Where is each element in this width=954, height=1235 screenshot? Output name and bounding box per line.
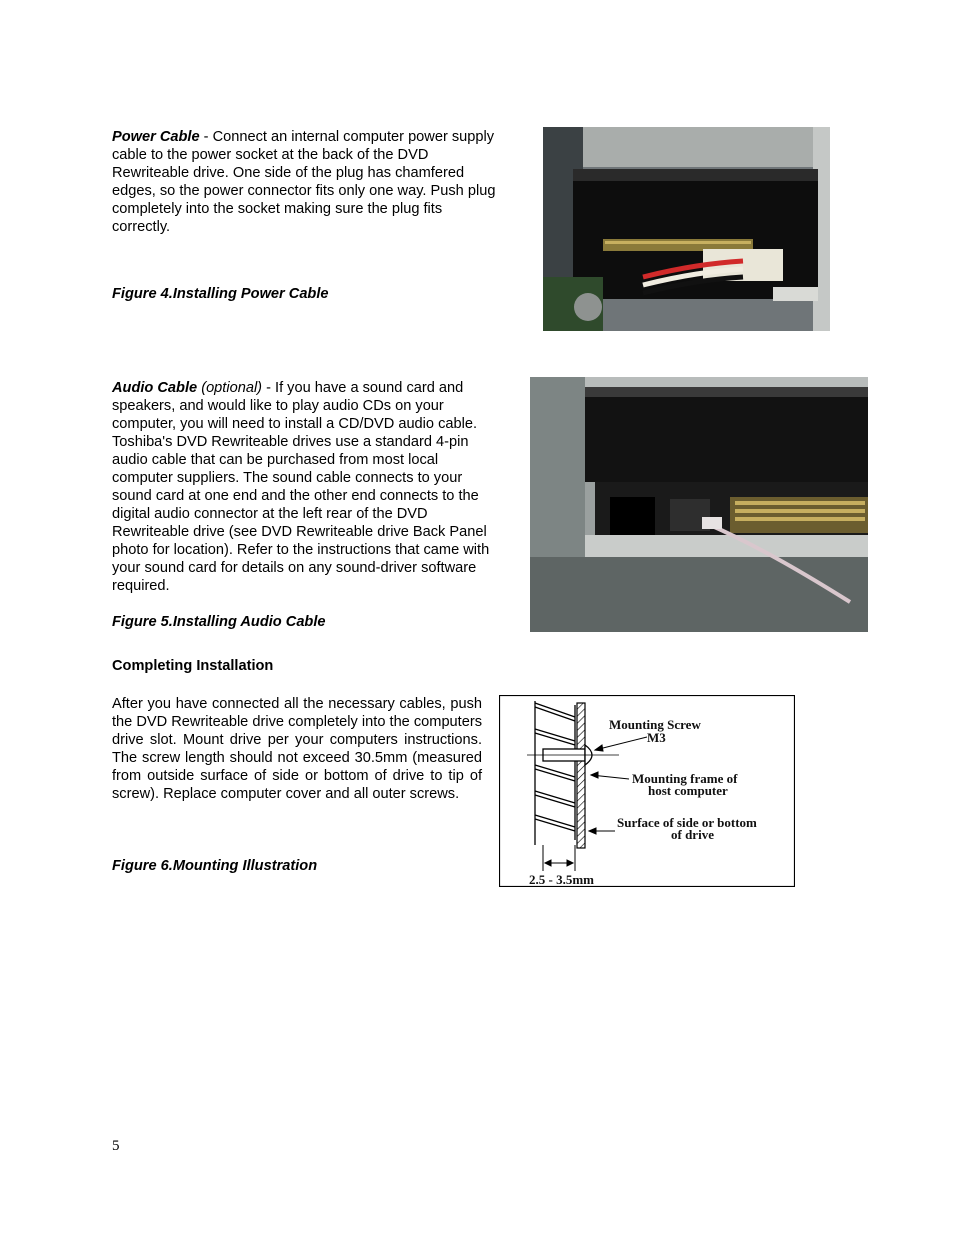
figure-5-caption: Figure 5.Installing Audio Cable xyxy=(112,614,326,630)
power-cable-photo xyxy=(543,127,830,331)
label-mounting-frame: Mounting frame of xyxy=(632,771,738,786)
audio-cable-paragraph xyxy=(112,379,502,595)
page-number: 5 xyxy=(112,1138,120,1154)
power-cable-text: - Connect an internal computer power supply cable to the power socket at the back of the DVD Rewriteable drive. One side of the plug has chamfered edges, so the power connector fits only one way. Push plug completely into the socket making sure the plug fits correctly. xyxy=(112,129,496,235)
completing-installation-heading: Completing Installation xyxy=(112,658,274,674)
figure-6-caption: Figure 6.Mounting Illustration xyxy=(112,858,318,874)
audio-cable-photo xyxy=(530,377,868,632)
completing-installation-text: After you have connected all the necessary cables, push the DVD Rewriteable drive completely into the computers drive slot. Mount drive per your computers instructions. The screw length should not exceed 30.5mm (measured from outside surface of side or bottom of drive to tip of screw). Replace computer cover and all outer screws. xyxy=(112,696,482,802)
figure-4-caption: Figure 4.Installing Power Cable xyxy=(112,286,329,302)
label-dimension: 2.5 - 3.5mm xyxy=(529,872,594,887)
label-surface-drive: Surface of side or bottom xyxy=(617,815,757,830)
mounting-diagram xyxy=(499,695,795,887)
power-cable-title: Power Cable xyxy=(112,129,200,145)
label-screw-m3: M3 xyxy=(647,730,666,745)
audio-cable-title: Audio Cable xyxy=(112,380,198,396)
mounting-frame xyxy=(577,703,585,848)
label-mounting-screw: Mounting Screw xyxy=(609,717,701,732)
power-cable-paragraph xyxy=(112,128,502,236)
label-of-drive: of drive xyxy=(671,827,714,842)
audio-cable-text: - If you have a sound card and speakers, and would like to play audio CDs on your computer, you will need to install a CD/DVD audio cable. Toshiba's DVD Rewriteable drives use a standard 4-pin audio cable that can be purchased from most local computer suppliers. The sound cable connects to your sound card at one end and the other end connects to the digital audio connector at the left rear of the DVD Rewriteable drive (see DVD Rewriteable drive Back Panel photo for location). Refer to the instructions that came with your sound card for details on any sound-driver software required. xyxy=(112,380,490,594)
audio-cable-optional: (optional) xyxy=(201,380,263,396)
label-host-computer: host computer xyxy=(648,783,728,798)
